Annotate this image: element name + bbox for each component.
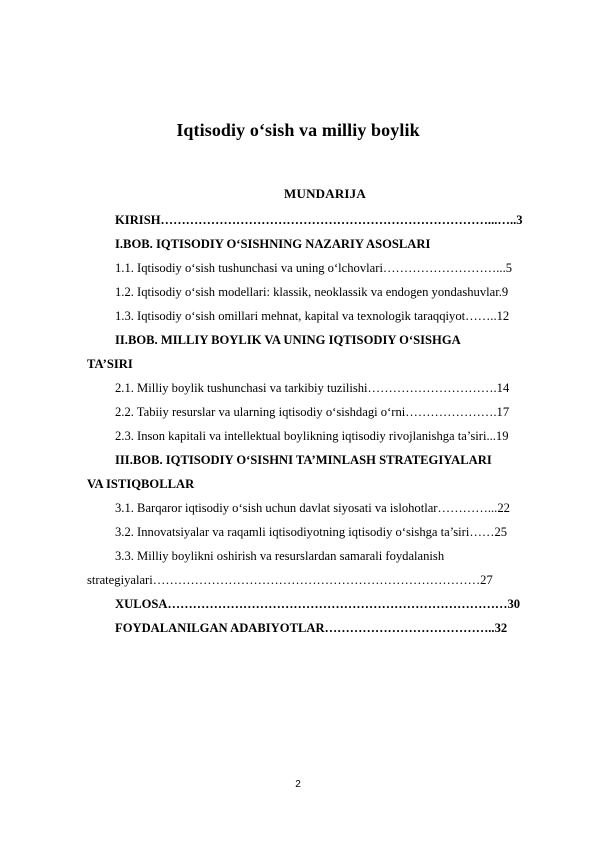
toc-section-3-3-continued: strategiyalari……………………………………………………………………27 xyxy=(87,573,493,587)
toc-chapter-3: III.BOB. IQTISODIY O‘SISHNI TA’MINLASH STRATEGIYALARI xyxy=(115,453,492,467)
toc-entry-xulosa: XULOSA………………………………………………………………………30 xyxy=(115,597,521,611)
toc-section-2-1: 2.1. Milliy boylik tushunchasi va tarkibiy tuzilishi………………………….14 xyxy=(115,381,510,395)
toc-chapter-2: II.BOB. MILLIY BOYLIK VA UNING IQTISODIY O‘SISHGA xyxy=(115,333,461,347)
toc-section-1-1: 1.1. Iqtisodiy o‘sish tushunchasi va uning o‘lchovlari………………………...5 xyxy=(115,261,513,275)
toc-section-1-2: 1.2. Iqtisodiy o‘sish modellari: klassik, neoklassik va endogen yondashuvlar.9 xyxy=(115,285,509,299)
toc-chapter-3-continued: VA ISTIQBOLLAR xyxy=(87,477,195,491)
page-number: 2 xyxy=(295,779,301,790)
toc-section-2-3: 2.3. Inson kapitali va intellektual boylikning iqtisodiy rivojlanishga ta’siri...19 xyxy=(115,429,509,443)
toc-section-3-1: 3.1. Barqaror iqtisodiy o‘sish uchun davlat siyosati va islohotlar…………...22 xyxy=(115,501,510,515)
toc-chapter-2-continued: TA’SIRI xyxy=(87,357,133,371)
toc-section-2-2: 2.2. Tabiiy resurslar va ularning iqtisodiy o‘sishdagi o‘rni………………….17 xyxy=(115,405,510,419)
document-title: Iqtisodiy o‘sish va milliy boylik xyxy=(176,120,420,140)
table-of-contents xyxy=(87,208,557,640)
toc-section-1-3: 1.3. Iqtisodiy o‘sish omillari mehnat, kapital va texnologik taraqqiyot……..12 xyxy=(115,309,510,323)
toc-chapter-1: I.BOB. IQTISODIY O‘SISHNING NAZARIY ASOSLARI xyxy=(115,237,431,251)
toc-heading: MUNDARIJA xyxy=(284,186,366,201)
toc-entry-kirish: KIRISH……………………………………………………………………...…..3 xyxy=(115,213,523,227)
toc-entry-adabiyotlar: FOYDALANILGAN ADABIYOTLAR…………………………………..32 xyxy=(115,621,508,635)
toc-section-3-2: 3.2. Innovatsiyalar va raqamli iqtisodiyotning iqtisodiy o‘sishga ta’siri……25 xyxy=(115,525,508,539)
toc-section-3-3: 3.3. Milliy boylikni oshirish va resurslardan samarali foydalanish xyxy=(115,549,445,563)
